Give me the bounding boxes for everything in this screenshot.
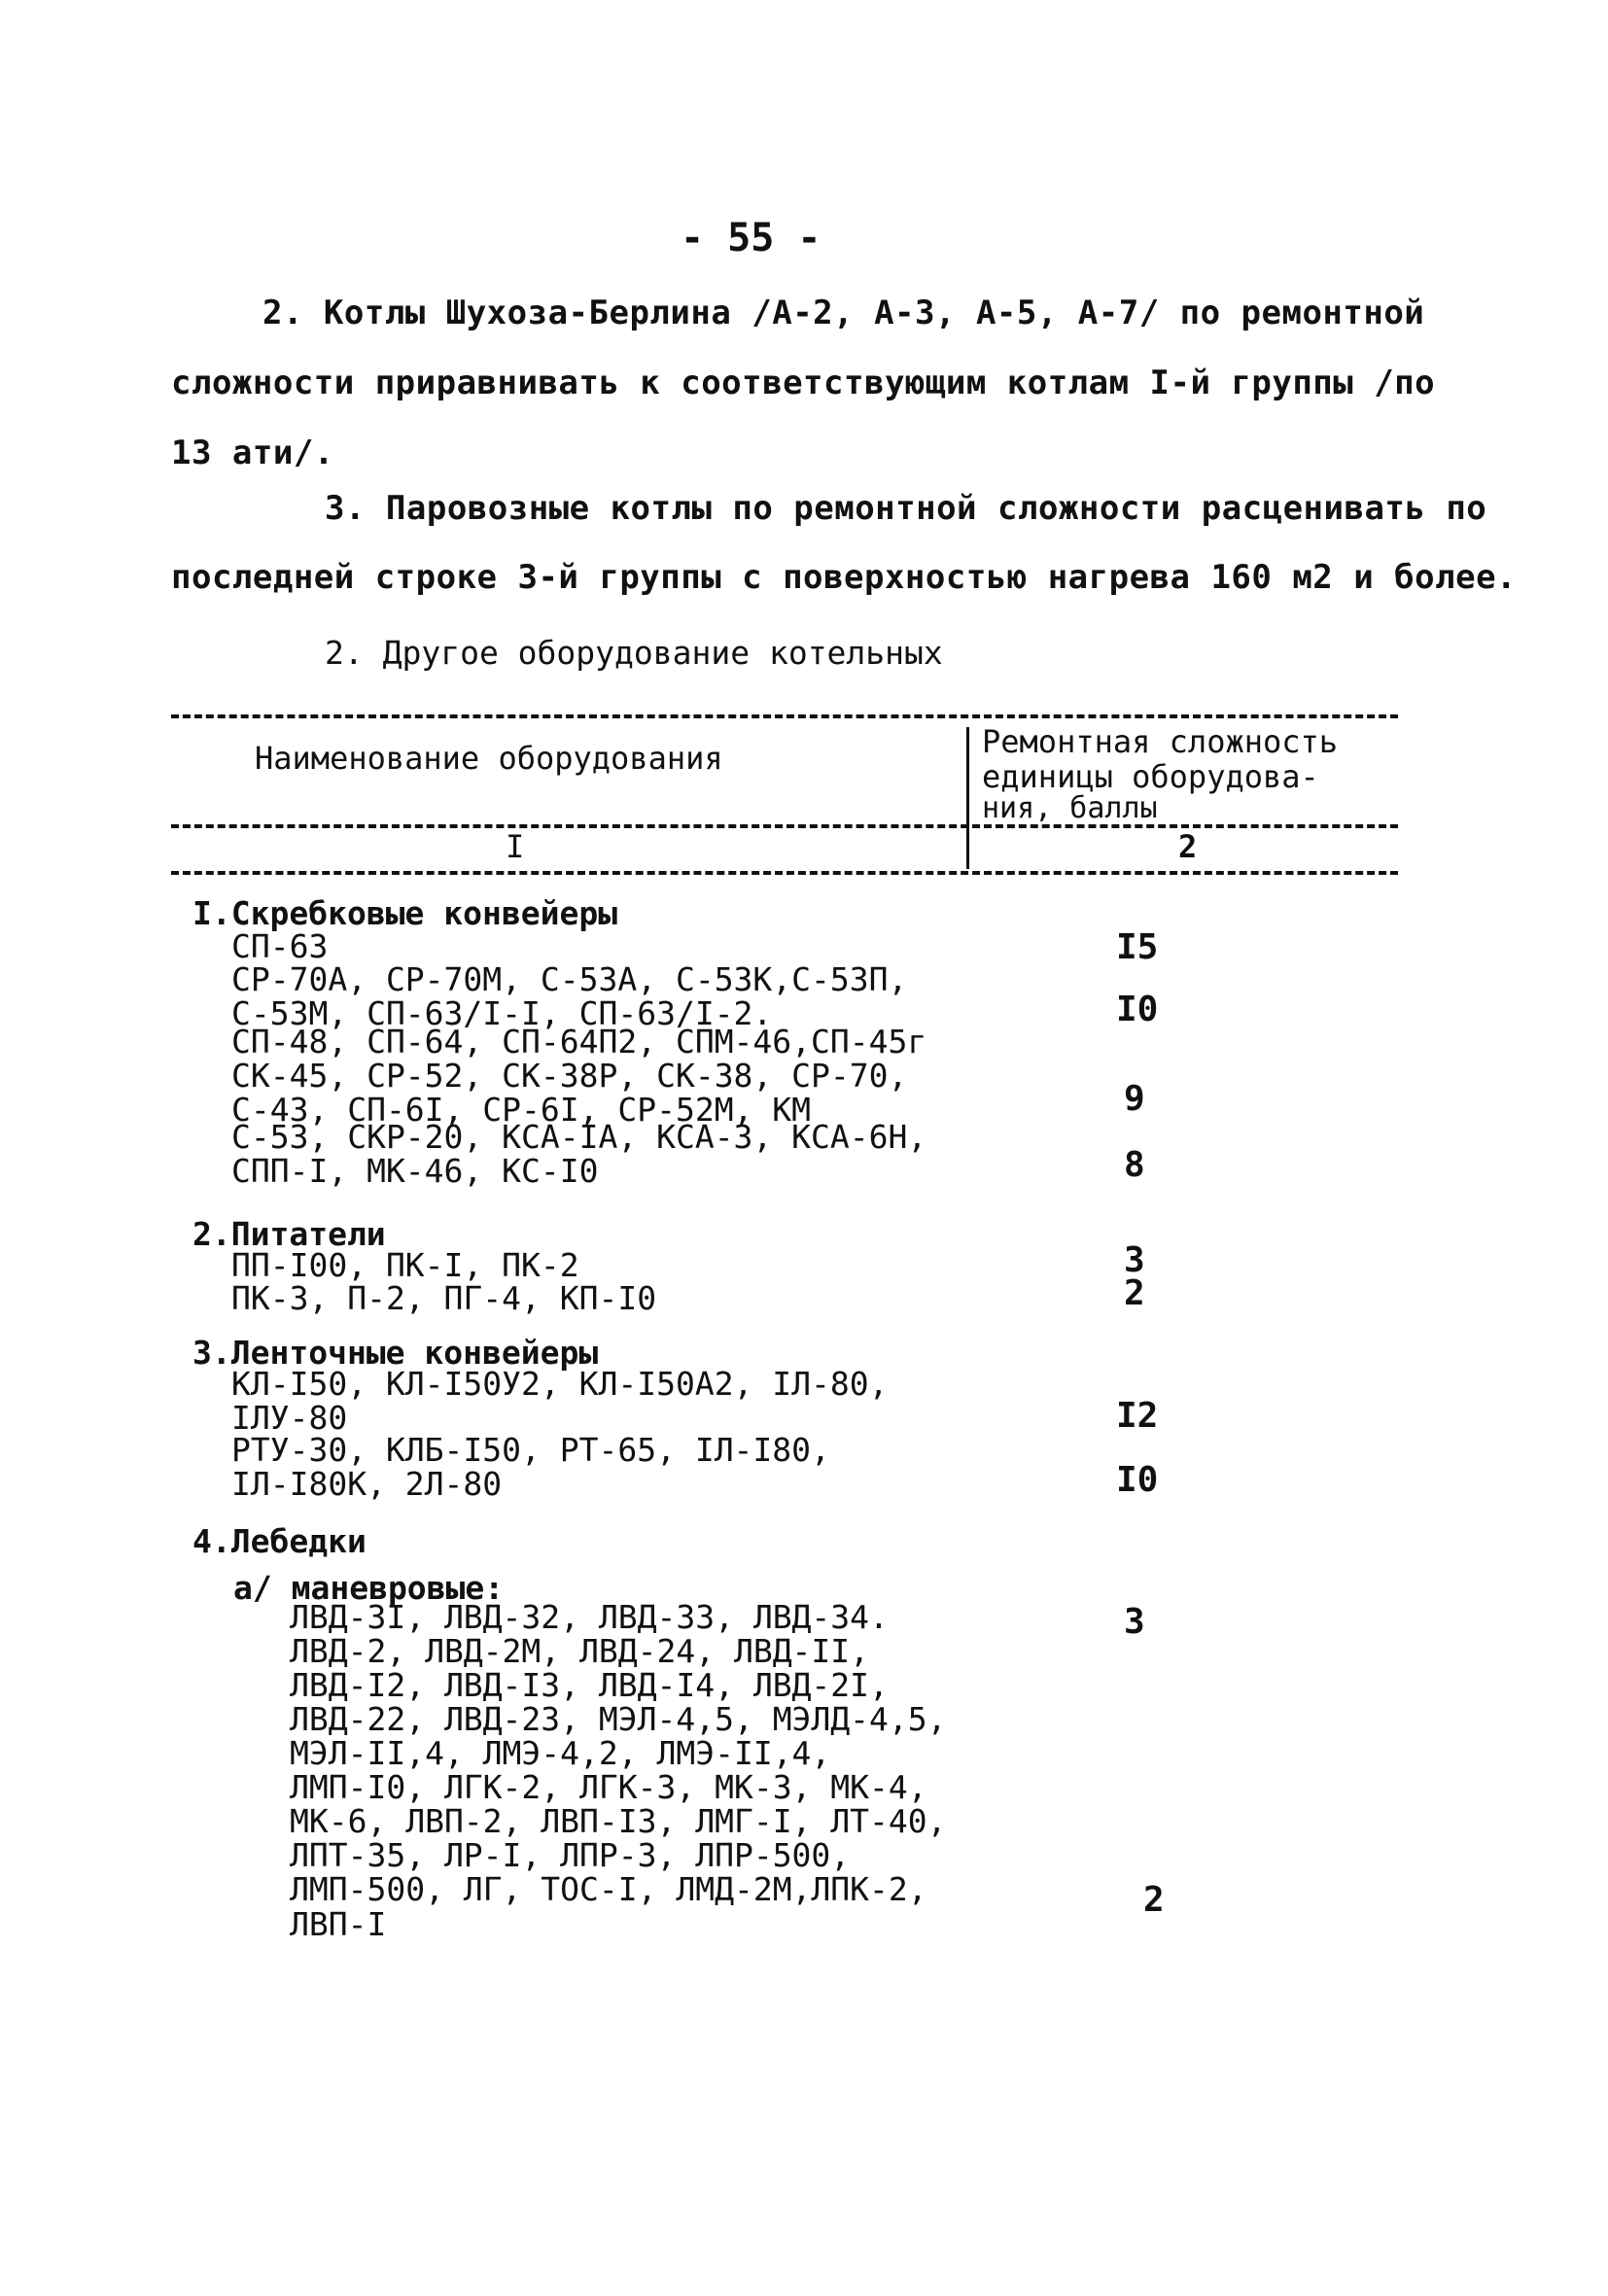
row-value: I5 xyxy=(1116,927,1159,967)
table-row: СР-70А, СР-70М, С-53А, С-53К,С-53П, С-53М, СП-63/I-I, СП-63/I-2. xyxy=(231,960,908,1032)
table-top-rule xyxy=(171,714,1398,718)
row-value: 8 xyxy=(1124,1145,1145,1185)
row-value: 2 xyxy=(1124,1273,1145,1313)
row-value: I2 xyxy=(1116,1396,1159,1436)
table-column-divider xyxy=(966,727,969,869)
row-value: 3 xyxy=(1124,1240,1145,1280)
table-row: ПП-I00, ПК-I, ПК-2 xyxy=(231,1246,579,1284)
table-row: СП-63 xyxy=(231,927,329,965)
paragraph-3-line-2: последней строке 3-й группы с поверхностью нагрева 160 м2 и более. xyxy=(171,558,1518,597)
header-equipment-name: Наименование оборудования xyxy=(255,740,723,777)
table-row: ПК-3, П-2, ПГ-4, КП-I0 xyxy=(231,1279,657,1317)
header-complexity-line-1: Ремонтная сложность xyxy=(982,723,1339,760)
row-value: I0 xyxy=(1116,990,1159,1029)
table-row: ЛВП-I xyxy=(290,1905,387,1943)
column-number-1: I xyxy=(506,828,525,865)
row-value: 2 xyxy=(1143,1880,1165,1920)
table-header-rule xyxy=(171,824,1398,828)
paragraph-2-line-3: 13 ати/. xyxy=(171,434,334,472)
table-row: СП-48, СП-64, СП-64П2, СПМ-46,СП-45г СК-45, СР-52, СК-38Р, СК-38, СР-70, С-43, СП-6I, СР-6I, СР-52М, КМ xyxy=(231,1023,927,1129)
group-title: 3.Ленточные конвейеры xyxy=(192,1334,599,1372)
paragraph-3-line-1: 3. Паровозные котлы по ремонтной сложности расценивать по xyxy=(325,489,1487,528)
row-value: 3 xyxy=(1124,1602,1145,1642)
table-row: С-53, СКР-20, КСА-IА, КСА-3, КСА-6Н, СПП-I, МК-46, КС-I0 xyxy=(231,1118,927,1190)
paragraph-2-line-1: 2. Котлы Шухоза-Берлина /А-2, А-3, А-5, А-7/ по ремонтной xyxy=(262,294,1425,332)
section-title: 2. Другое оборудование котельных xyxy=(325,634,943,672)
row-value: 9 xyxy=(1124,1079,1145,1119)
row-value: I0 xyxy=(1116,1460,1159,1500)
group-title: 4.Лебедки xyxy=(192,1522,367,1560)
table-row: РТУ-30, КЛБ-I50, РТ-65, IЛ-I80, IЛ-I80К, 2Л-80 xyxy=(231,1431,830,1503)
table-row: КЛ-I50, КЛ-I50У2, КЛ-I50А2, IЛ-80, IЛУ-80 xyxy=(231,1365,889,1437)
header-complexity-line-3: ния, баллы xyxy=(982,791,1158,825)
table-row: ЛВД-3I, ЛВД-32, ЛВД-33, ЛВД-34. ЛВД-2, ЛВД-2М, ЛВД-24, ЛВД-II, ЛВД-I2, ЛВД-I3, ЛВД-I4, ЛВД-2I, ЛВД-22, ЛВД-23, МЭЛ-4,5, МЭЛД-4,5, МЭЛ-II,4, ЛМЭ-4,2, ЛМЭ-II,4, ЛМП-I0, ЛГК-2, ЛГК-3, МК-3, МК-4, МК-6, ЛВП-2, ЛВП-I3, ЛМГ-I, ЛТ-40, ЛПТ-35, ЛР-I, ЛПР-3, ЛПР-500, ЛМП-500, ЛГ, ТОС-I, ЛМД-2М,ЛПК-2, xyxy=(290,1598,947,1908)
column-number-2: 2 xyxy=(1178,828,1198,865)
paragraph-2-line-2: сложности приравнивать к соответствующим котлам I-й группы /по xyxy=(171,364,1436,402)
page-number: - 55 - xyxy=(681,216,821,261)
group-title: I.Скребковые конвейеры xyxy=(192,894,618,932)
group-title: 2.Питатели xyxy=(192,1215,386,1253)
group-subtitle: а/ маневровые: xyxy=(233,1569,505,1607)
table-column-number-rule xyxy=(171,871,1398,875)
header-complexity-line-2: единицы оборудова- xyxy=(982,758,1319,795)
